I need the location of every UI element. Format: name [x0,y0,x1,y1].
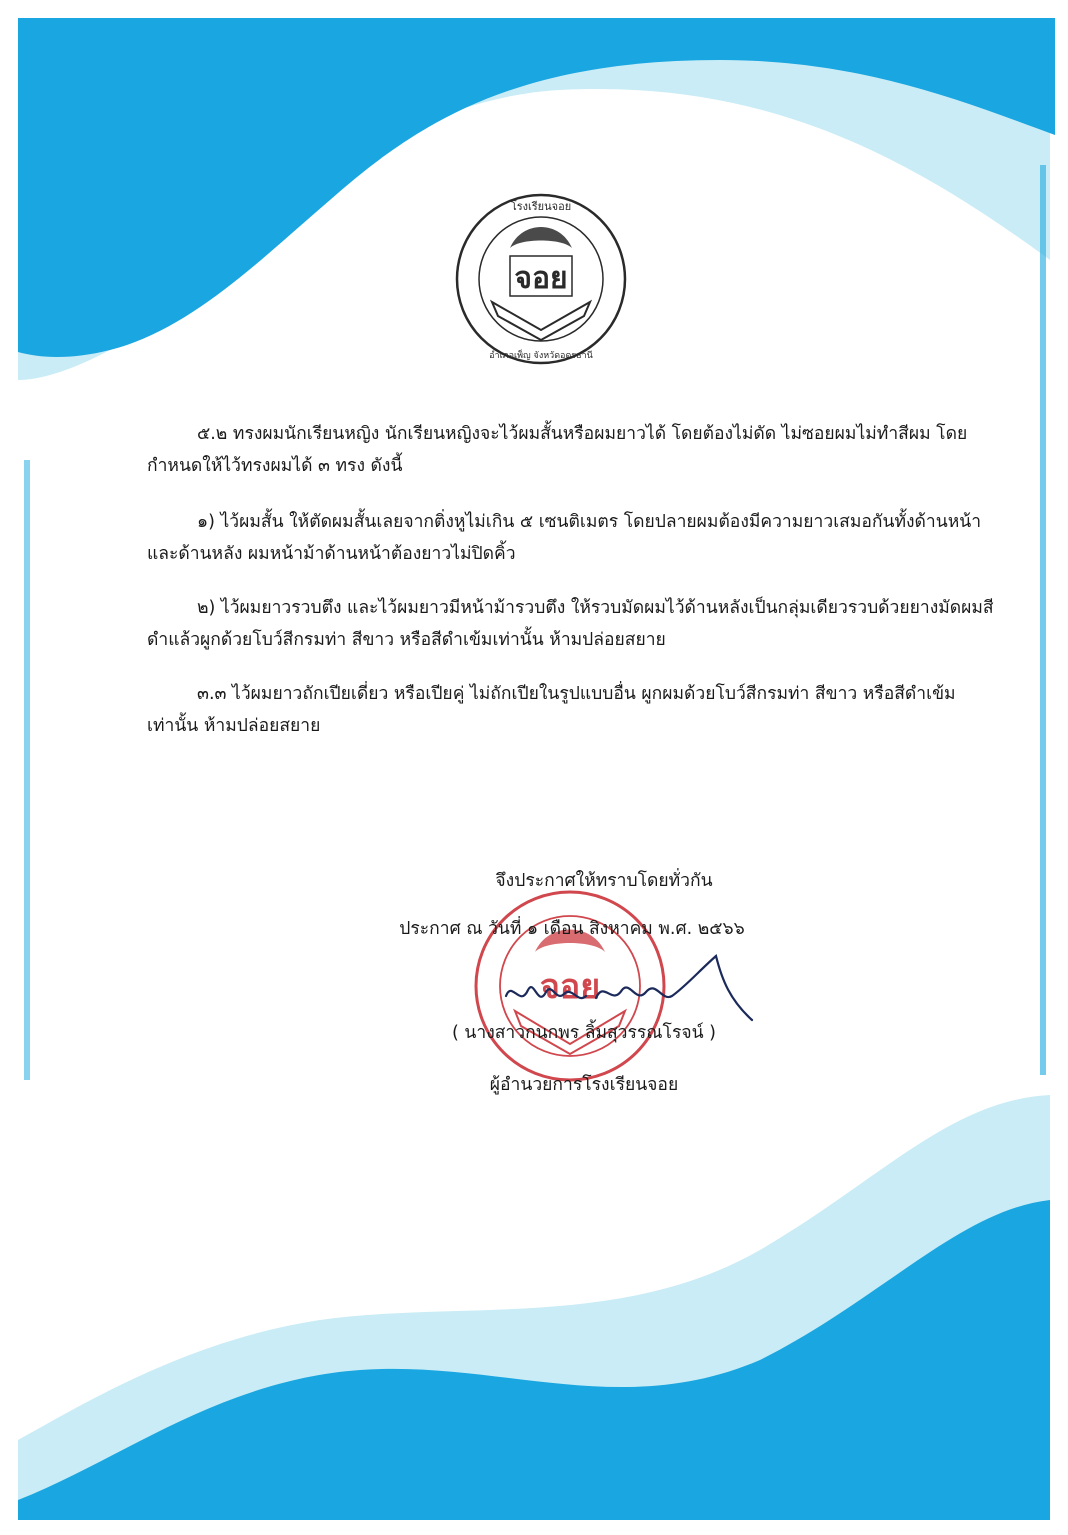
paragraph-girls-hairstyle [147,418,995,494]
paragraph-text: ๕.๒ ทรงผมนักเรียนหญิง นักเรียนหญิงจะไว้ผมสั้นหรือผมยาวได้ โดยต้องไม่ดัด ไม่ซอยผมไม่ทำสีผม โดยกำหนดให้ไว้ทรงผมได้ ๓ ทรง ดังนี้ [147,424,968,476]
left-edge-strip [24,460,30,1080]
school-logo-seal [452,190,630,368]
date-line: ประกาศ ณ วันที่ ๑ เดือน สิงหาคม พ.ศ. ๒๕๖๖ [399,919,745,939]
signer-position: ผู้อำนวยการโรงเรียนจอย [489,1075,679,1095]
signer-name: ( นางสาวกนกพร ลิ้มสุวรรณโรจน์ ) [452,1023,716,1043]
paragraph-text: ๒) ไว้ผมยาวรวบตึง และไว้ผมยาวมีหน้าม้ารวบตึง ให้รวบมัดผมไว้ด้านหลังเป็นกลุ่มเดียวรวบด้วยยางมัดผมสีดำแล้วผูกด้วยโบว์สีกรมท่า สีขาว หรือสีดำเข้มเท่านั้น ห้ามปล่อยสยาย [147,598,994,650]
logo-top-text: โรงเรียนจอย [510,200,572,213]
paragraph-short-hair [147,506,995,582]
stamp-center-text: จอย [539,967,601,1007]
paragraph-text: ๑) ไว้ผมสั้น ให้ตัดผมสั้นเลยจากติ่งหูไม่เกิน ๕ เซนติเมตร โดยปลายผมต้องมีความยาวเสมอกันทั้งด้านหน้าและด้านหลัง ผมหน้าม้าด้านหน้าต้องยาวไม่ปิดคิ้ว [147,512,982,564]
logo-center-text: จอย [514,261,568,296]
paragraph-long-hair-tied [147,592,995,668]
paragraph-text: ๓.๓ ไว้ผมยาวถักเปียเดี่ยว หรือเปียคู่ ไม่ถักเปียในรูปแบบอื่น ผูกผมด้วยโบว์สีกรมท่า สีขาว หรือสีดำเข้มเท่านั้น ห้ามปล่อยสยาย [147,684,956,736]
announcement-line: จึงประกาศให้ทราบโดยทั่วกัน [495,871,713,891]
logo-bottom-text: อำเภอเพ็ญ จังหวัดอุดรธานี [489,351,593,361]
paragraph-braided-hair [147,678,995,754]
